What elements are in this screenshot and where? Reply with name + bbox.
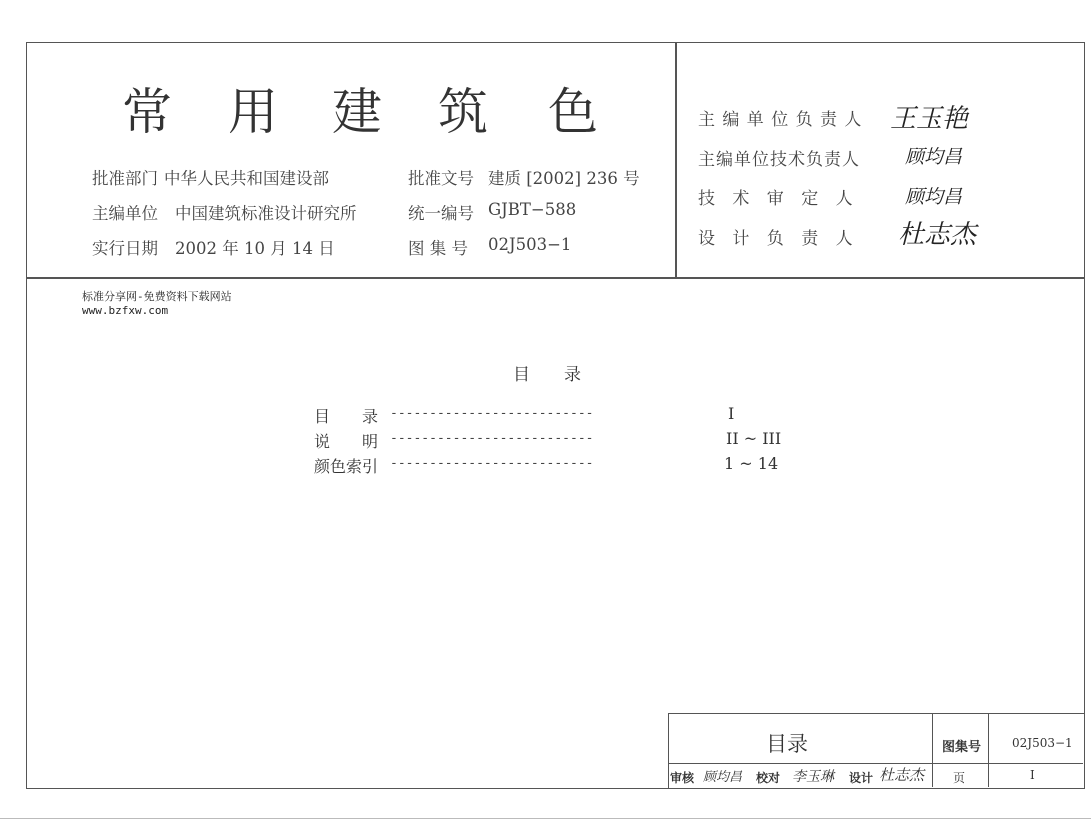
approval-doc-value: 建质 [2002] 236 号	[488, 169, 640, 188]
effective-atlas-label: 图 集 号	[408, 239, 468, 258]
editor-unit-label: 主编单位	[92, 204, 158, 223]
effective-date-value: 2002 年 10 月 14 日	[175, 239, 335, 258]
resp-signature-2: 顾均昌	[905, 146, 963, 168]
resp-signature-4: 杜志杰	[898, 220, 977, 250]
resp-role-3: 技 术 审 定 人	[698, 189, 859, 209]
title-block-review-sig: 顾均昌	[703, 770, 743, 785]
toc-entry-leader: --------------------------	[390, 431, 594, 446]
title-block-design-sig: 杜志杰	[879, 766, 925, 784]
title-block-page-label: 页	[953, 771, 966, 785]
toc-entry-label: 目 录	[314, 407, 379, 426]
title-char-5: 色	[548, 83, 598, 141]
approval-doc-label: 批准文号	[408, 169, 474, 188]
toc-entry-page: II ~ III	[726, 429, 782, 448]
header-vertical-divider	[675, 42, 677, 278]
title-block-check-sig: 李玉琳	[792, 769, 834, 785]
title-block-col-line-2	[988, 713, 989, 787]
title-block-design-label: 设计	[849, 771, 874, 785]
title-block-atlas-value: 02J503−1	[1012, 736, 1073, 750]
watermark-line-2: www.bzfxw.com	[82, 304, 169, 317]
effective-atlas-value: 02J503−1	[488, 235, 572, 254]
approval-dept-value: 中华人民共和国建设部	[164, 169, 329, 188]
title-block-col-line-1	[932, 713, 933, 787]
title-block-page-value: I	[1030, 768, 1035, 782]
watermark-line-1: 标准分享网-免费资料下载网站	[82, 290, 232, 303]
title-char-4: 筑	[438, 83, 488, 141]
title-block-atlas-label: 图集号	[942, 740, 982, 755]
resp-signature-1: 王玉艳	[890, 104, 969, 134]
toc-entry-label: 颜色索引	[314, 457, 379, 476]
title-block-review-label: 审核	[670, 771, 695, 785]
title-char-1: 常	[122, 83, 172, 141]
title-char-3: 建	[332, 83, 382, 141]
resp-role-4: 设 计 负 责 人	[698, 229, 859, 249]
title-char-2: 用	[228, 83, 278, 141]
approval-dept-label: 批准部门	[92, 169, 158, 188]
page-bottom-edge	[0, 818, 1091, 819]
title-block-check-label: 校对	[756, 771, 781, 785]
toc-entry-page: I	[728, 404, 735, 423]
editor-code-label: 统一编号	[408, 204, 474, 223]
title-block-name: 目录	[766, 732, 808, 756]
resp-role-2: 主编单位技术负责人	[698, 150, 860, 170]
effective-date-label: 实行日期	[92, 239, 158, 258]
title-block-row-line	[668, 763, 1083, 764]
toc-entry-page: 1 ~ 14	[724, 454, 779, 473]
toc-entry-label: 说 明	[314, 432, 379, 451]
toc-entry-leader: --------------------------	[390, 406, 594, 421]
header-bottom-line	[26, 277, 1084, 279]
editor-code-value: GJBT−588	[488, 200, 577, 219]
toc-heading: 目 录	[513, 365, 581, 385]
editor-unit-value: 中国建筑标准设计研究所	[175, 204, 357, 223]
toc-entry-leader: --------------------------	[390, 456, 594, 471]
resp-signature-3: 顾均昌	[905, 186, 963, 208]
resp-role-1: 主 编 单 位 负 责 人	[698, 110, 863, 130]
